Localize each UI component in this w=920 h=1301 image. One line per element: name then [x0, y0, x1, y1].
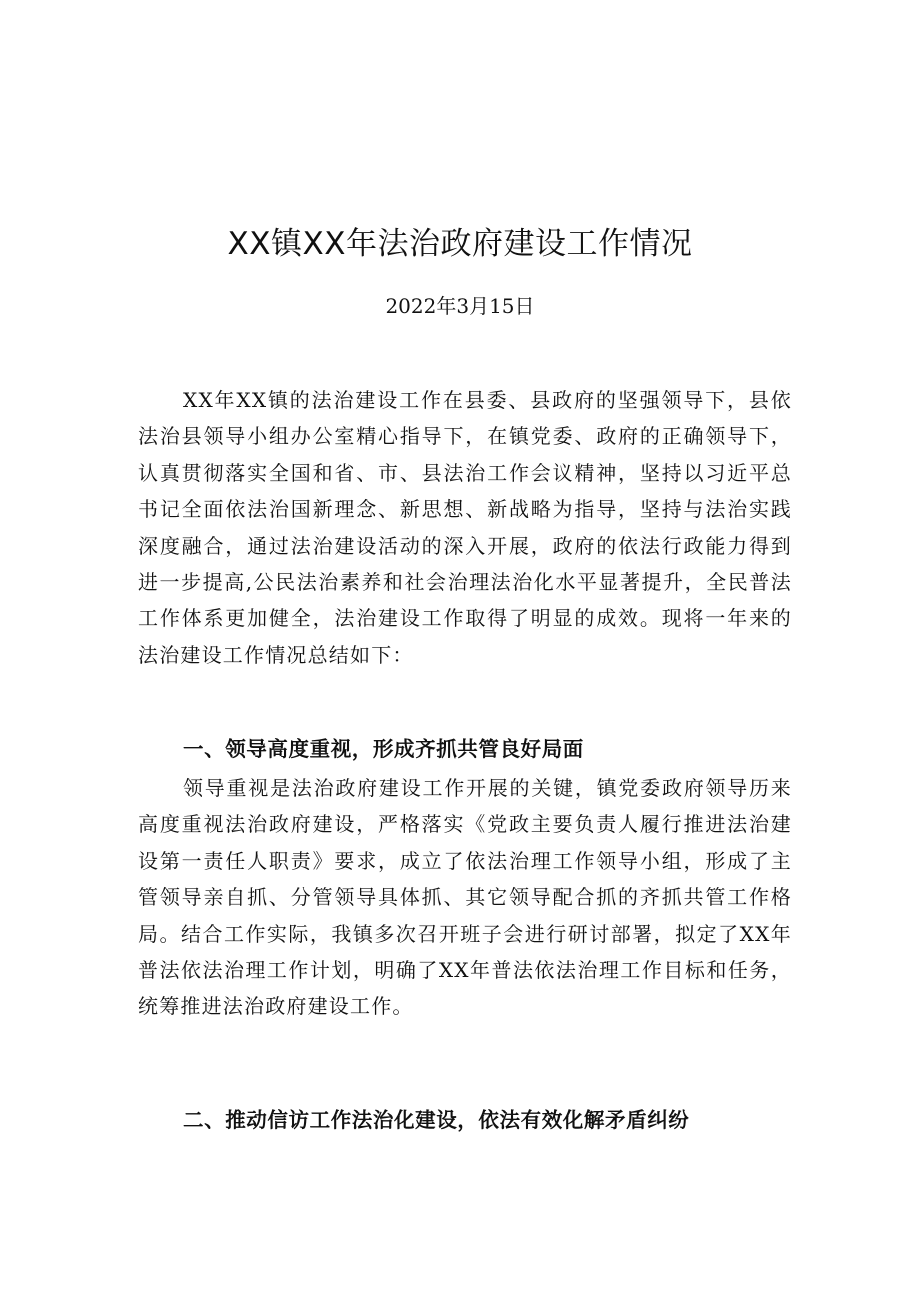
section-heading-1: 一、领导高度重视，形成齐抓共管良好局面 [183, 737, 584, 761]
document-title: XX镇XX年法治政府建设工作情况 [227, 226, 693, 262]
section-1-paragraph: 领导重视是法治政府建设工作开展的关键，镇党委政府领导历来高度重视法治政府建设，严格落实《党政主要负责人履行推进法治建设第一责任人职责》要求，成立了依法治理工作领导小组，形成了主管领导亲自抓、分管领导具体抓、其它领导配合抓的齐抓共管工作格局。结合工作实际，我镇多次召开班子会进行研讨部署，拟定了XX年普法依法治理工作计划，明确了XX年普法依法治理工作目标和任务，统筹推进法治政府建设工作。 [138, 776, 792, 1019]
section-heading-2: 二、推动信访工作法治化建设，依法有效化解矛盾纠纷 [183, 1108, 690, 1132]
document-date: 2022年3月15日 [385, 294, 535, 318]
intro-paragraph: XX年XX镇的法治建设工作在县委、县政府的坚强领导下，县依法治县领导小组办公室精心指导下，在镇党委、政府的正确领导下，认真贯彻落实全国和省、市、县法治工作会议精神，坚持以习近平总书记全面依法治国新理念、新思想、新战略为指导，坚持与法治实践深度融合，通过法治建设活动的深入开展，政府的依法行政能力得到进一步提高,公民法治素养和社会治理法治化水平显著提升，全民普法工作体系更加健全，法治建设工作取得了明显的成效。现将一年来的法治建设工作情况总结如下： [138, 388, 792, 667]
